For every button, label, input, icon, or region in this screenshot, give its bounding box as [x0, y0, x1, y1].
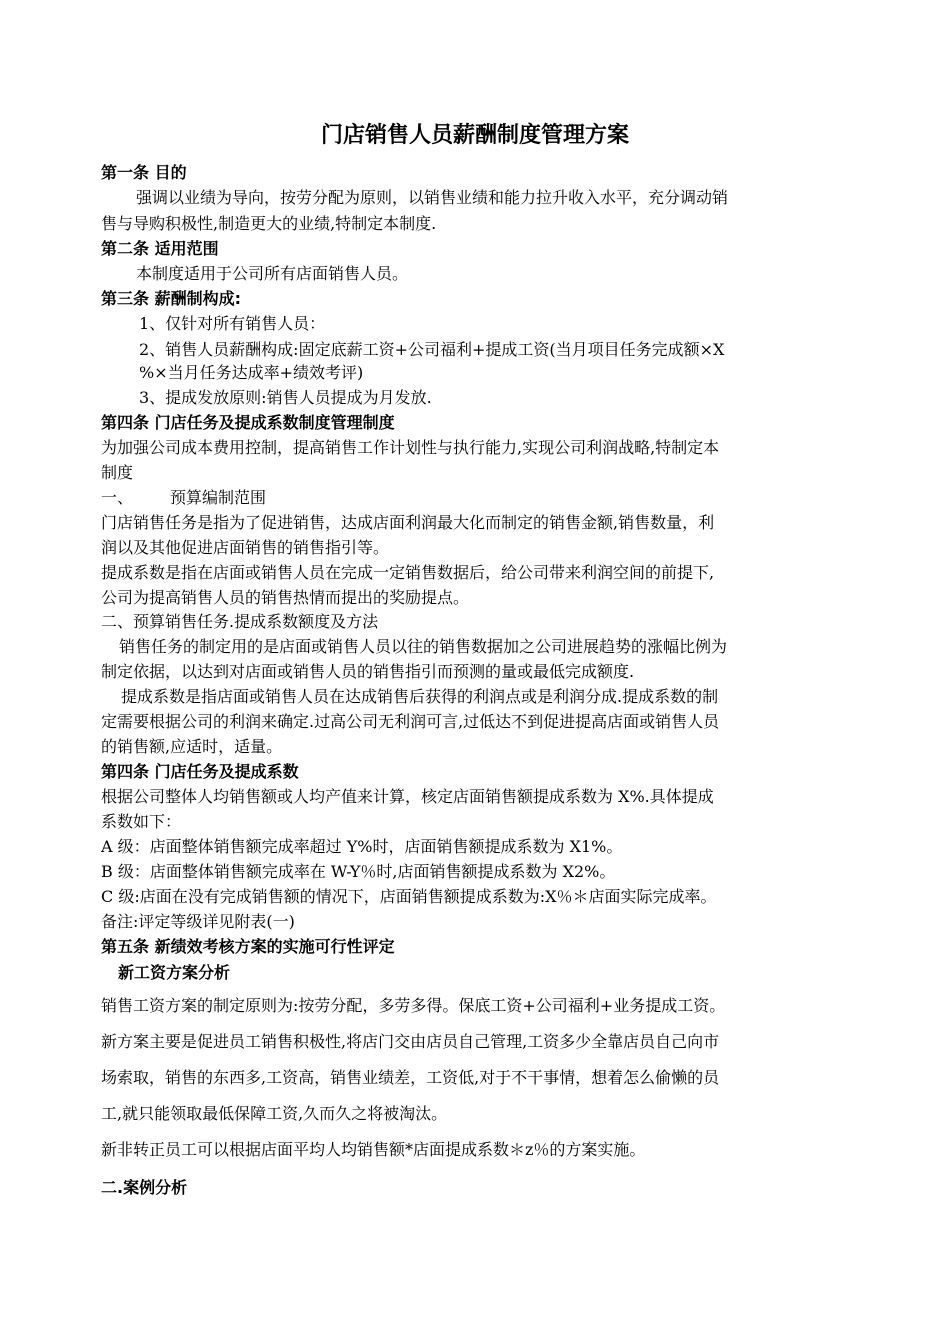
article-4-heading: 第四条 门店任务及提成系数制度管理制度	[101, 413, 395, 432]
article-3-item: 3、提成发放原则:销售人员提成为月发放.	[139, 388, 432, 407]
article-5-text: 新非转正员工可以根据店面平均人均销售额*店面提成系数＊z％的方案实施。	[101, 1140, 646, 1159]
page-title: 门店销售人员薪酬制度管理方案	[320, 123, 629, 148]
article-5-text: 场索取，销售的东西多,工资高，销售业绩差，工资低,对于不干事情，想着怎么偷懒的员	[101, 1068, 720, 1087]
article-1-text: 强调以业绩为导向，按劳分配为原则，以销售业绩和能力拉升收入水平，充分调动销	[136, 188, 729, 207]
article-4-text: 为加强公司成本费用控制，提高销售工作计划性与执行能力,实现公司利润战略,特制定本	[101, 438, 720, 457]
article-4-text: 销售任务的制定用的是店面或销售人员以往的销售数据加之公司进展趋势的涨幅比例为	[119, 637, 728, 656]
article-4-text: 制定依据，以达到对店面或销售人员的销售指引而预测的量或最低完成额度.	[101, 662, 635, 681]
grade-b-text: B 级：店面整体销售额完成率在 W-Y％时,店面销售额提成系数为 X2%。	[101, 862, 616, 881]
section-2-title: 二、预算销售任务.提成系数额度及方法	[101, 612, 379, 631]
article-3-item: %×当月任务达成率+绩效考评)	[139, 363, 364, 382]
article-5-text: 新方案主要是促进员工销售积极性,将店门交由店员自己管理,工资多少全靠店员自己向市	[101, 1032, 720, 1051]
article-4b-heading: 第四条 门店任务及提成系数	[101, 762, 299, 781]
article-2-text: 本制度适用于公司所有店面销售人员。	[136, 264, 409, 283]
article-4-text: 公司为提高销售人员的销售热情而提出的奖励提点。	[101, 588, 470, 607]
article-5-text: 工,就只能领取最低保障工资,久而久之将被淘汰。	[101, 1104, 448, 1123]
article-4-text: 制度	[101, 463, 134, 482]
article-3-item: 2、销售人员薪酬构成:固定底薪工资+公司福利+提成工资(当月项目任务完成额×X	[139, 340, 725, 359]
section-1-title: 预算编制范围	[170, 488, 267, 507]
article-1-text: 售与导购积极性,制造更大的业绩,特制定本制度.	[101, 214, 437, 233]
article-4-text: 门店销售任务是指为了促进销售，达成店面利润最大化而制定的销售金额,销售数量，利	[101, 513, 715, 532]
article-5-text: 销售工资方案的制定原则为:按劳分配，多劳多得。保底工资+公司福利+业务提成工资。	[101, 996, 726, 1015]
note-text: 备注:评定等级详见附表(一)	[101, 912, 295, 931]
article-2-heading: 第二条 适用范围	[101, 239, 219, 258]
article-4-text: 提成系数是指店面或销售人员在达成销售后获得的利润点或是利润分成.提成系数的制	[121, 687, 719, 706]
case-analysis-heading: 二.案例分析	[101, 1178, 188, 1197]
article-5-subheading: 新工资方案分析	[118, 963, 231, 982]
article-1-heading: 第一条 目的	[101, 163, 187, 182]
article-4-text: 润以及其他促进店面销售的销售指引等。	[101, 538, 390, 557]
article-5-heading: 第五条 新绩效考核方案的实施可行性评定	[101, 937, 395, 956]
article-4b-text: 根据公司整体人均销售额或人均产值来计算，核定店面销售额提成系数为 X%.具体提成	[101, 787, 714, 806]
grade-a-text: A 级：店面整体销售额完成率超过 Y%时，店面销售额提成系数为 X1%。	[101, 837, 623, 856]
article-3-item: 1、仅针对所有销售人员：	[139, 314, 326, 333]
article-3-heading: 第三条 薪酬制构成:	[101, 289, 241, 308]
article-4-text: 的销售额,应适时，适量。	[101, 737, 283, 756]
article-4b-text: 系数如下：	[101, 812, 182, 831]
grade-c-text: C 级:店面在没有完成销售额的情况下，店面销售额提成系数为:X％＊店面实际完成率。	[101, 887, 717, 906]
article-4-text: 提成系数是指在店面或销售人员在完成一定销售数据后，给公司带来利润空间的前提下,	[101, 563, 715, 582]
section-1-number: 一、	[101, 488, 134, 507]
article-4-text: 定需要根据公司的利润来确定.过高公司无利润可言,过低达不到促进提高店面或销售人员	[101, 712, 720, 731]
